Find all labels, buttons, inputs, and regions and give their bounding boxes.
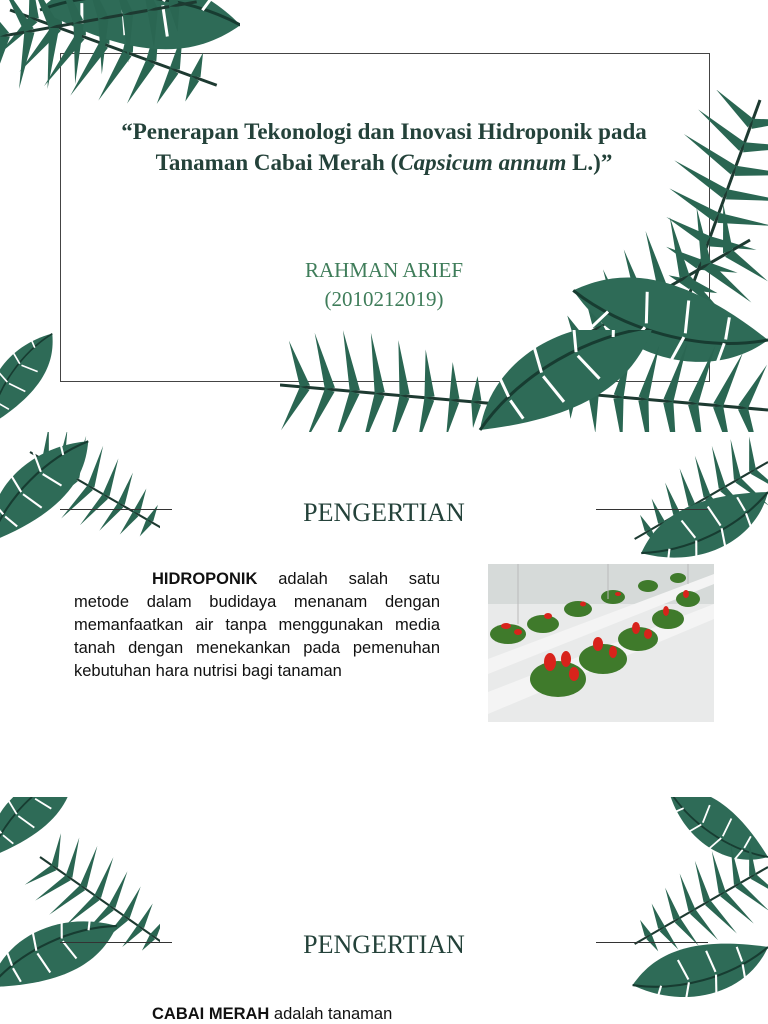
bottom-center-leaves-icon xyxy=(280,330,660,432)
term: HIDROPONIK xyxy=(152,570,258,588)
definition-slide-hydroponic xyxy=(0,432,768,792)
presentation-title: “Penerapan Tekonologi dan Inovasi Hidroponik pada Tanaman Cabai Merah (Capsicum annum L.)” xyxy=(121,119,647,175)
section-heading-2: PENGERTIAN xyxy=(303,930,465,959)
definition-paragraph: HIDROPONIK adalah salah satu metode dalam budidaya menanam dengan memanfaatkan air tanpa menggunakan media tanah dengan menekankan pada pemenuhan kebutuhan hara nutrisi bagi tanaman xyxy=(74,570,440,680)
definition-paragraph-2: CABAI MERAH adalah tanaman xyxy=(152,1005,393,1023)
definition-slide-chili xyxy=(0,792,768,1024)
author-id: (2010212019) xyxy=(324,287,444,311)
term-2: CABAI MERAH xyxy=(152,1005,270,1023)
scientific-name: Capsicum annum xyxy=(398,150,567,175)
section-heading: PENGERTIAN xyxy=(303,498,465,527)
author-name: RAHMAN ARIEF xyxy=(304,258,464,282)
bottom-left-leaf-icon xyxy=(0,330,90,432)
title-slide xyxy=(0,0,768,432)
hydroponic-photo xyxy=(488,564,714,722)
top-left-leaves-icon xyxy=(0,0,240,120)
left-leaves-icon-3 xyxy=(0,797,160,997)
right-leaves-icon-3 xyxy=(610,797,768,997)
